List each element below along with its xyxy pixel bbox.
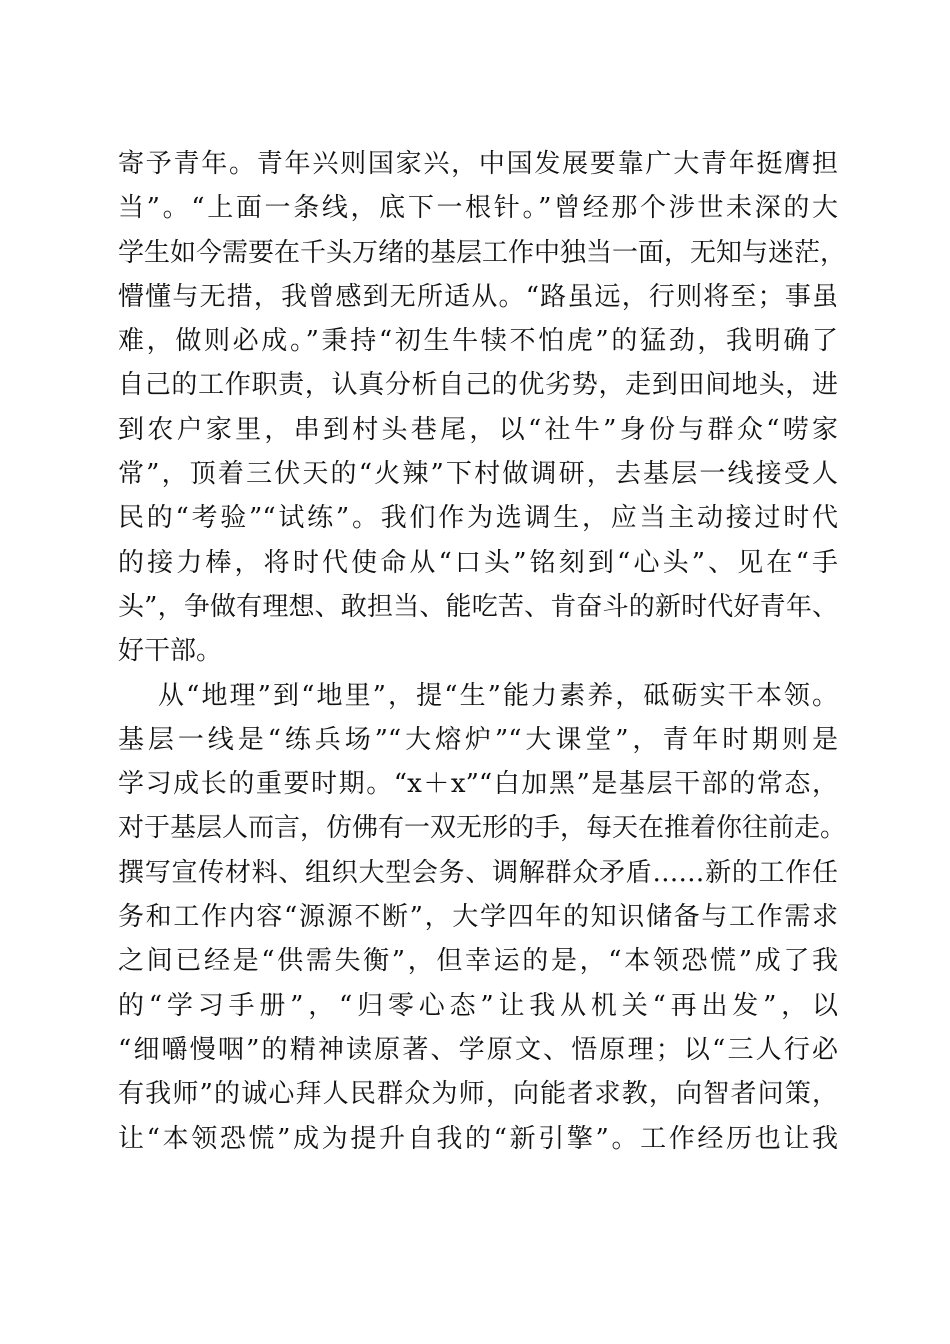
text-line: 民的“考验”“试练”。我们作为选调生，应当主动接过时代: [118, 503, 838, 534]
text-line: 寄予青年。青年兴则国家兴，中国发展要靠广大青年挺膺担: [118, 149, 838, 179]
text-line: 难，做则必成。”秉持“初生牛犊不怕虎”的猛劲，我明确了: [118, 326, 838, 357]
text-line: 懵懂与无措，我曾感到无所适从。“路虽远，行则将至；事虽: [118, 281, 838, 312]
text-line: 有我师”的诚心拜人民群众为师，向能者求教，向智者问策，: [118, 1079, 838, 1110]
text-line: 当”。“上面一条线，底下一根针。”曾经那个涉世未深的大: [118, 193, 838, 224]
text-line: 对于基层人而言，仿佛有一双无形的手，每天在推着你往前走。: [118, 813, 847, 844]
text-line: 好干部。: [118, 636, 223, 667]
text-line: 的“学习手册”，“归零心态”让我从机关“再出发”，以: [118, 990, 838, 1021]
text-line: 学生如今需要在千头万绪的基层工作中独当一面，无知与迷茫，: [118, 237, 847, 268]
text-line: 学习成长的重要时期。“x＋x”“白加黑”是基层干部的常态，: [118, 769, 838, 800]
text-line: 务和工作内容“源源不断”，大学四年的知识储备与工作需求: [118, 902, 838, 933]
text-line: 让“本领恐慌”成为提升自我的“新引擎”。工作经历也让我: [118, 1123, 838, 1154]
text-line: 之间已经是“供需失衡”，但幸运的是，“本领恐慌”成了我: [118, 946, 838, 977]
text-line: 的接力棒，将时代使命从“口头”铭刻到“心头”、见在“手: [118, 547, 838, 578]
body-text: [118, 142, 847, 1161]
text-line: 撰写宣传材料、组织大型会务、调解群众矛盾……新的工作任: [118, 857, 838, 888]
text-line: 常”，顶着三伏天的“火辣”下村做调研，去基层一线接受人: [118, 459, 838, 490]
text-line: 自己的工作职责，认真分析自己的优劣势，走到田间地头，进: [118, 370, 838, 401]
text-line: 头”，争做有理想、敢担当、能吃苦、肯奋斗的新时代好青年、: [118, 591, 838, 622]
text-line: 到农户家里，串到村头巷尾，以“社牛”身份与群众“唠家: [118, 414, 838, 445]
text-line: “细嚼慢咽”的精神读原著、学原文、悟原理；以“三人行必: [118, 1034, 838, 1065]
text-line: 基层一线是“练兵场”“大熔炉”“大课堂”，青年时期则是: [118, 724, 838, 755]
paragraph-first-line: 从“地理”到“地里”，提“生”能力素养，砥砺实干本领。: [158, 680, 838, 711]
